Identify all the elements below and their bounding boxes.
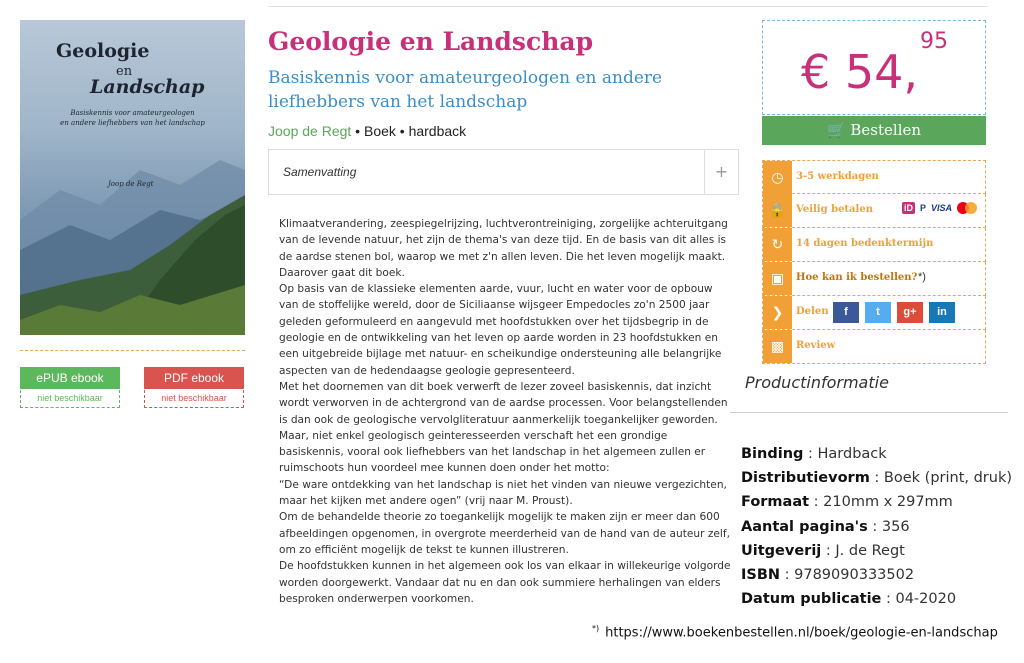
googleplus-icon[interactable]: g+ [897, 302, 923, 323]
spec-key: Binding [741, 446, 804, 462]
ideal-icon: iD [903, 203, 913, 213]
delivery-label: 3-5 werkdagen [796, 171, 879, 182]
chat-icon: ▣ [763, 262, 792, 295]
review-icon: ▩ [763, 330, 792, 363]
spec-value: : J. de Regt [821, 542, 905, 559]
summary-paragraph: Om de behandelde theorie zo toegankelijk mogelijk te maken zijn er meer dan 600 afbeeldingen opgenomen, in overgrote meerderheid van de hand van de auteur zelf, om zo efficiënt mogelijk de tekst te kunnen illustreren. [279, 511, 730, 556]
return-label: 14 dagen bedenktermijn [796, 238, 934, 249]
spec-row [741, 466, 1012, 490]
spec-key: Uitgeverij [741, 542, 822, 559]
summary-paragraph: Klimaatverandering, zeespiegelrijzing, luchtverontreiniging, zorgelijke achteruitgang van de levende natuur, het zijn de thema's van deze tijd. En de basis van dit alles is de aardse stenen bol, waarop we met z'n allen leven. Die het leven mogelijk maakt. Daarover gaat dit boek. [279, 218, 728, 279]
paypal-icon: P [919, 203, 926, 213]
book-subtitle: Basiskennis voor amateurgeologen en andere liefhebbers van het landschap [268, 68, 663, 112]
plus-icon[interactable]: + [704, 150, 738, 194]
cover-subtitle-1: Basiskennis voor amateurgeologen [70, 109, 195, 117]
cover-subtitle [20, 108, 245, 128]
spec-key: Distributievorm [741, 470, 870, 487]
spec-row [741, 563, 1012, 587]
price-cents: 95 [920, 28, 949, 54]
summary-label: Samenvatting [283, 165, 357, 179]
clock-icon: ◷ [763, 161, 792, 194]
summary-paragraph: Maar, niet enkel geologisch geinteresseerden verschaft het een grondige basiskennis, vooral ook liefhebbers van het landschap in het algemeen zullen er ruimschoots hun voordeel mee kunnen doen onder het motto: [279, 429, 706, 475]
book-title: Geologie en Landschap [268, 27, 594, 56]
summary-text [279, 216, 731, 607]
spec-row [741, 442, 1012, 466]
summary-paragraph: De hoofdstukken kunnen in het algemeen ook los van elkaar in willekeurige volgorde worden doorgewerkt. Vandaar dat nu en dan ook summiere herhalingen van elders besproken onderwerpen voorkomen. [279, 560, 731, 605]
secure-label: Veilig betalen [796, 204, 873, 215]
book-cover-image[interactable] [20, 20, 245, 335]
price-box [762, 20, 986, 115]
spec-row [741, 490, 1012, 514]
spec-value: : 9789090333502 [780, 567, 915, 584]
product-info-divider [730, 412, 1008, 413]
summary-paragraph: “De ware ontdekking van het landschap is niet het vinden van nieuwe vergezichten, maar het kijken met andere ogen” (vrij naar M. Proust). [279, 478, 727, 508]
cover-title-1: Geologie [56, 40, 150, 62]
feature-review[interactable] [762, 330, 986, 364]
spec-row [741, 587, 1012, 611]
spec-value: : Boek (print, druk) [869, 470, 1013, 487]
feature-share [762, 296, 986, 330]
pdf-ebook-button[interactable]: PDF ebook [144, 367, 244, 389]
summary-paragraph: Op basis van de klassieke elementen aarde, vuur, lucht en water voor de opbouw van de stoffelijke wereld, door de Siciliaanse wijsgeer Empedocles zo'n 2500 jaar geleden geformuleerd en aangevuld met hoofdstukken over het tijdsbegrip in de geologie en de ontwikkeling van het leven op aarde worden in 23 hoofdstukken en een uitgebreide bijlage met natuur- en scheikundige ondersteuning alle belangrijke aspecten van de hedendaagse geologie gepresenteerd. [279, 283, 722, 377]
book-meta: • Boek • hardback [351, 123, 467, 139]
payment-methods [902, 202, 977, 214]
cover-author: Joop de Regt [108, 180, 154, 188]
visa-icon: VISA [930, 203, 952, 213]
linkedin-icon[interactable]: in [929, 302, 955, 323]
twitter-icon[interactable]: t [865, 302, 891, 323]
share-label: Delen [796, 306, 829, 317]
spec-value: : 04-2020 [881, 591, 957, 608]
epub-ebook-button[interactable]: ePUB ebook [20, 367, 120, 389]
feature-delivery [762, 160, 986, 194]
howto-link[interactable]: Hoe kan ik bestellen? [796, 272, 918, 283]
features-list [762, 160, 986, 364]
product-info-heading: Productinformatie [745, 373, 889, 392]
spec-key: Aantal pagina's [741, 518, 868, 535]
cover-subtitle-2: en andere liefhebbers van het landschap [60, 119, 205, 127]
cover-title-3: Landschap [90, 76, 205, 98]
epub-status: niet beschikbaar [20, 390, 120, 408]
spec-value: : Hardback [803, 446, 887, 462]
spec-value: : 356 [867, 518, 910, 535]
mastercard-icon [957, 202, 977, 214]
feature-secure-payment [762, 194, 986, 228]
spec-row [741, 539, 1012, 563]
feature-howto[interactable] [762, 262, 986, 296]
cover-divider [20, 350, 245, 351]
refresh-icon: ↻ [763, 228, 792, 261]
byline [268, 123, 466, 139]
order-label: Bestellen [850, 121, 922, 139]
summary-accordion[interactable] [268, 149, 739, 195]
price-main: € 54, [801, 45, 919, 99]
summary-paragraph: Met het doornemen van dit boek verwerft de lezer zoveel basiskennis, dat inzicht wordt verworven in de achtergrond van de aardse processen. Voor belangstellenden is dan ook de geologische vervolgliteratuur aanmerkelijk toegankelijker geworden. [279, 380, 728, 426]
spec-key: Datum publicatie [741, 591, 882, 608]
cart-icon: 🛒 [826, 121, 846, 139]
review-link[interactable]: Review [796, 340, 836, 351]
spec-row [741, 515, 1012, 539]
top-divider [268, 6, 988, 7]
lock-icon: 🔒 [763, 194, 792, 227]
source-url[interactable]: https://www.boekenbestellen.nl/boek/geologie-en-landschap [605, 625, 998, 641]
order-button[interactable] [762, 116, 986, 145]
product-specs [741, 442, 1012, 611]
share-icon: ❯ [763, 296, 792, 329]
cover-title-2: en [116, 64, 133, 79]
price [801, 28, 949, 99]
footnote-mark: *) [592, 624, 600, 633]
feature-return [762, 228, 986, 262]
spec-value: : 210mm x 297mm [809, 494, 953, 511]
facebook-icon[interactable]: f [833, 302, 859, 323]
source-footnote [592, 624, 998, 640]
footnote-marker: *) [918, 271, 926, 283]
author-link[interactable]: Joop de Regt [268, 123, 352, 139]
share-buttons [833, 302, 955, 323]
spec-key: ISBN [741, 567, 781, 584]
pdf-status: niet beschikbaar [144, 390, 244, 408]
spec-key: Formaat [741, 494, 810, 511]
